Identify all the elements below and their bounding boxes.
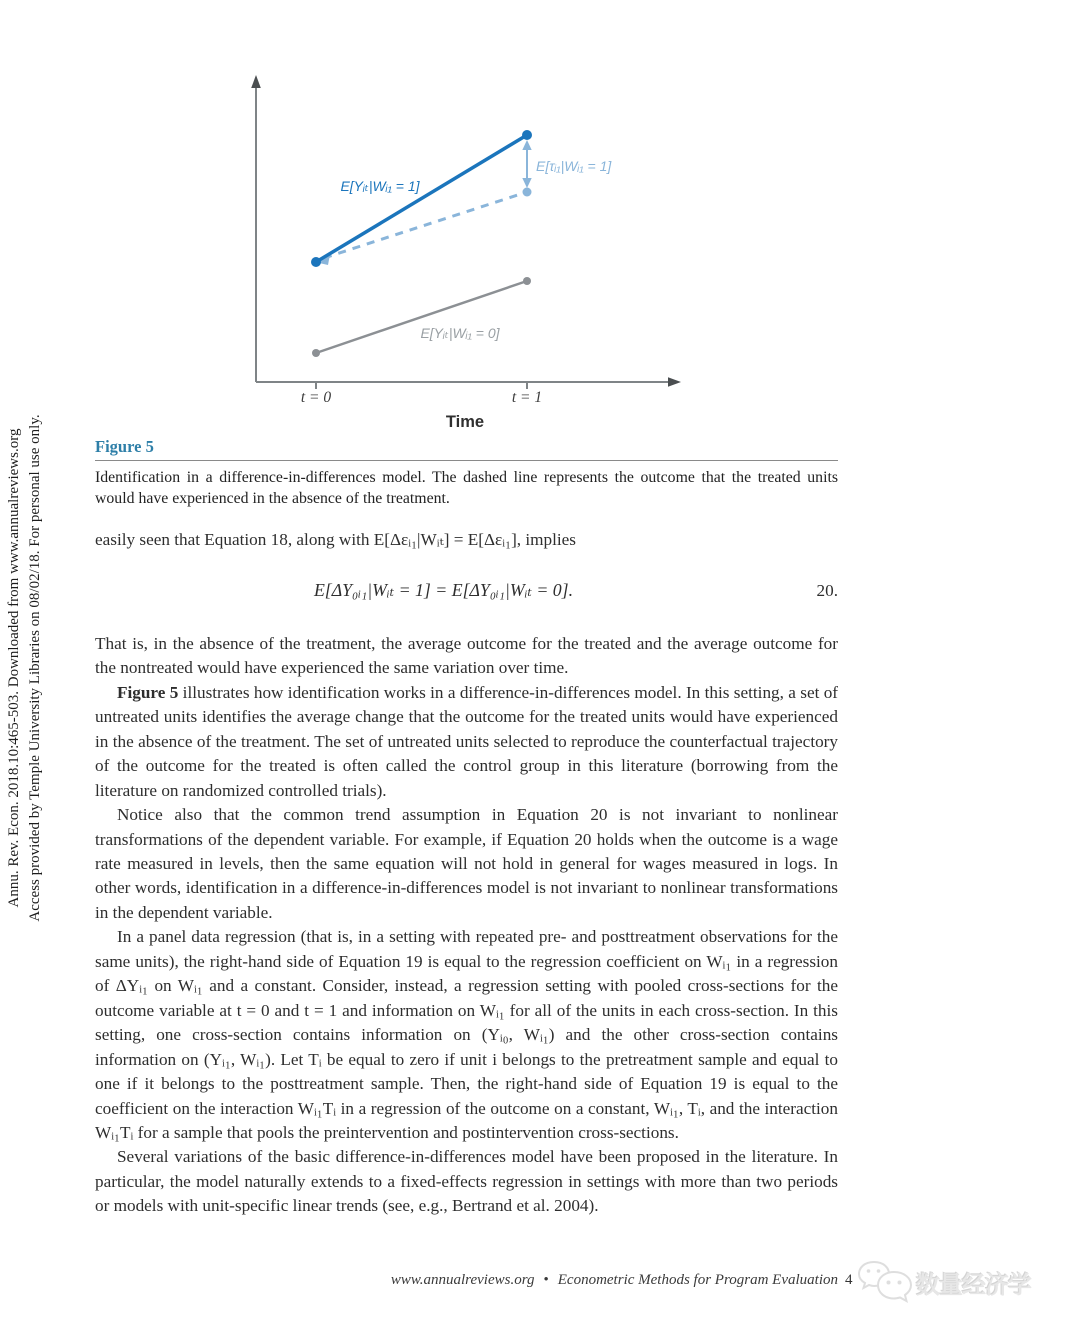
caption-divider bbox=[95, 460, 838, 461]
paragraph-4: In a panel data regression (that is, in a setting with repeated pre- and posttreatment observations for the same units), the right-hand side of Equation 19 is equal to the regression coefficient on Wᵢ₁ in a regression of ΔYᵢ₁ on Wᵢ₁ and a constant. Consider, instead, a regression setting with pooled cross-sections for the outcome variable at t = 0 and t = 1 and information on Wᵢ₁ for all of the units in each cross-section. In this setting, one cross-section contains information on (Yᵢ₀, Wᵢ₁) and the other cross-section contains information on (Yᵢ₁, Wᵢ₁). Let Tᵢ be equal to zero if unit i belongs to the pretreatment sample and equal to one if it belongs to the posttreatment sample. Then, the right-hand side of Equation 19 is equal to the coefficient on the interaction Wᵢ₁Tᵢ in a regression of the outcome on a constant, Wᵢ₁, Tᵢ, and the interaction Wᵢ₁Tᵢ for a sample that pools the preintervention and postintervention cross-sections. bbox=[95, 927, 838, 1142]
effect-label: E[τᵢ₁|Wᵢ₁ = 1] bbox=[536, 158, 612, 174]
x-axis-arrow-icon bbox=[668, 377, 681, 387]
footer-bullet: • bbox=[543, 1272, 549, 1288]
x-tick-label-t1: t = 1 bbox=[511, 389, 543, 406]
control-line-label: E[Yᵢₜ|Wᵢ₁ = 0] bbox=[420, 325, 500, 341]
watermark-text: 数量经济学 bbox=[916, 1270, 1031, 1299]
treated-point-t1 bbox=[522, 130, 532, 140]
counterfactual-series bbox=[317, 188, 532, 266]
equation-20: E[ΔY₀ᵢ₁|Wᵢₜ = 1] = E[ΔY₀ᵢ₁|Wᵢₜ = 0]. bbox=[313, 580, 574, 601]
x-axis-title: Time bbox=[445, 413, 485, 431]
footer-article-title: Econometric Methods for Program Evaluation bbox=[557, 1272, 838, 1288]
body-column bbox=[95, 528, 838, 1219]
paragraph-1: That is, in the absence of the treatment, the average outcome for the treated and the average outcome for the nontreated would have experienced the same variation over time. bbox=[95, 633, 838, 678]
chat-bubbles-logo-icon bbox=[856, 1256, 916, 1308]
sidebar-citation bbox=[4, 368, 48, 968]
running-footer bbox=[95, 1272, 838, 1289]
figure-5-reference: Figure 5 bbox=[117, 682, 179, 702]
control-series bbox=[312, 277, 531, 357]
x-tick-label-t0: t = 0 bbox=[300, 389, 332, 406]
treated-line-label: E[Yᵢₜ|Wᵢ₁ = 1] bbox=[340, 178, 420, 194]
control-point-t0 bbox=[312, 349, 320, 357]
paragraph-intro: easily seen that Equation 18, along with E[Δεᵢ₁|Wᵢₜ] = E[Δεᵢ₁], implies bbox=[95, 530, 576, 549]
figure-caption-text: Identification in a difference-in-differences model. The dashed line represents the outcome that the treated units would have experienced in the absence of the treatment. bbox=[95, 469, 838, 507]
figure-caption-title: Figure 5 bbox=[95, 437, 154, 456]
paragraph-2-text: illustrates how identification works in a difference-in-differences model. In this setting, a set of untreated units identifies the average change that the outcome for the treated units would have experienced in the absence of the treatment. The set of untreated units selected to reproduce the counterfactual trajectory of the outcome for the treated is often called the control group in this literature (borrowing from the literature on randomized controlled trials). bbox=[95, 682, 839, 800]
paragraph-3: Notice also that the common trend assumption in Equation 20 is not invariant to nonlinear transformations of the dependent variable. For example, if Equation 20 holds when the outcome is a wage rate measured in levels, then the same equation will not hold in general for wages measured in logs. In other words, identification in a difference-in-differences model is not invariant to nonlinear transformations in the dependent variable. bbox=[95, 805, 838, 922]
counterfactual-point-t1 bbox=[523, 188, 532, 197]
watermark bbox=[856, 1256, 1031, 1308]
y-axis-arrow-icon bbox=[251, 75, 261, 88]
paragraph-2 bbox=[95, 681, 838, 803]
page-number: 4 bbox=[845, 1272, 853, 1288]
footer-url: www.annualreviews.org bbox=[390, 1272, 535, 1288]
equation-20-number: 20. bbox=[816, 581, 838, 601]
y-axis bbox=[251, 75, 261, 382]
paragraph-5: Several variations of the basic difference-in-differences model have been proposed in the literature. In particular, the model naturally extends to a fixed-effects regression in settings with more than two periods or models with unit-specific linear trends (see, e.g., Bertrand et al. 2004). bbox=[95, 1147, 838, 1216]
x-axis bbox=[256, 377, 681, 389]
treated-point-t0 bbox=[311, 257, 321, 267]
did-chart bbox=[250, 70, 690, 440]
control-point-t1 bbox=[523, 277, 531, 285]
effect-double-arrow-icon bbox=[522, 140, 531, 188]
figure-caption bbox=[95, 437, 838, 509]
equation-20-row bbox=[95, 578, 838, 603]
treated-series bbox=[311, 130, 532, 267]
sidebar-citation-line1: Annu. Rev. Econ. 2018.10:465-503. Downloaded from www.annualreviews.org bbox=[6, 428, 22, 908]
sidebar-citation-line2: Access provided by Temple University Libraries on 08/02/18. For personal use only. bbox=[27, 414, 43, 922]
